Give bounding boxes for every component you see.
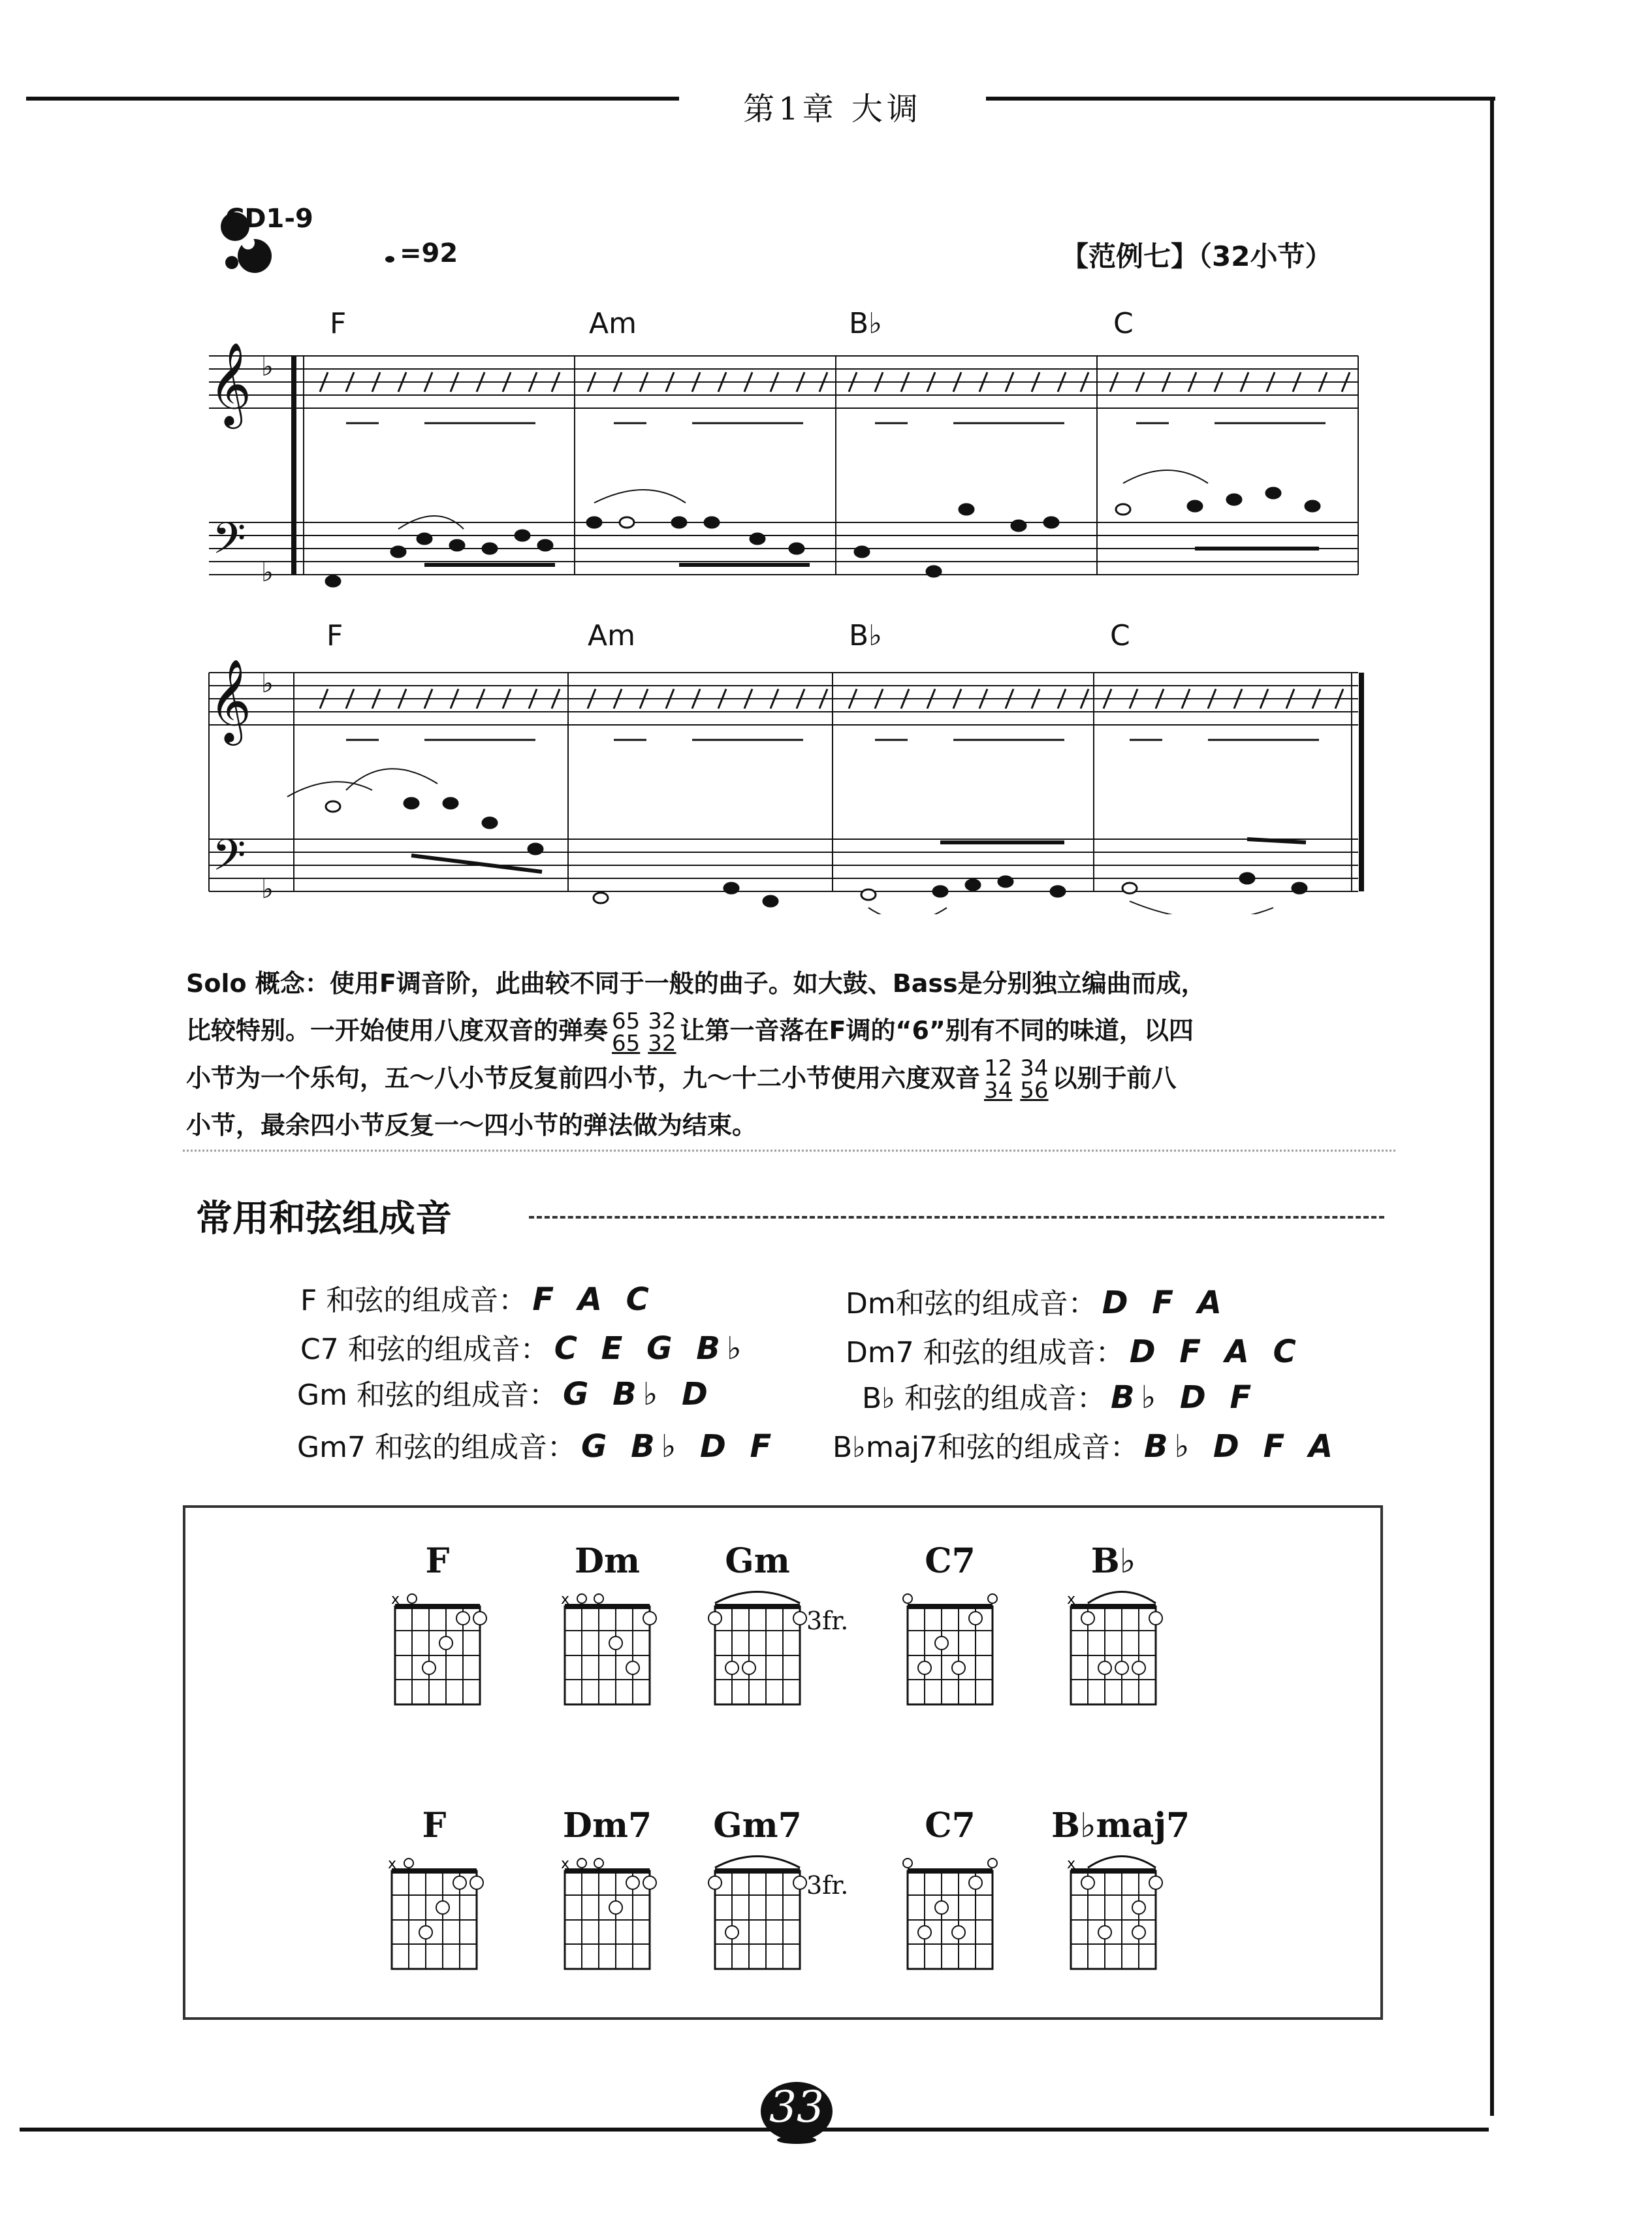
fret-label: 3fr.	[806, 1871, 849, 1900]
chord-diagram: Dm x	[552, 1548, 663, 1704]
solo-concept-text	[186, 960, 1401, 1149]
svg-text:x: x	[388, 1856, 397, 1872]
solo-line: 小节，最余四小节反复一～四小节的弹法做为结束。	[186, 1111, 757, 1140]
chapter-title: 第1章 大调	[679, 84, 986, 123]
page-number: 33	[769, 2082, 824, 2132]
chord-diagram: B♭ x	[1058, 1548, 1169, 1704]
chord-diagram: Dm7 x	[552, 1812, 663, 1969]
chord-diagram: C7	[895, 1548, 1006, 1704]
chord-diagram: F x	[382, 1548, 493, 1704]
solo-line: 比较特别。一开始使用八度双音的弹奏	[186, 1016, 609, 1045]
svg-text:♭: ♭	[261, 669, 274, 699]
chord-name: B♭	[849, 619, 882, 652]
footer-rule	[20, 2128, 1489, 2132]
svg-text:x: x	[561, 1591, 570, 1608]
solo-label: Solo 概念：	[186, 969, 330, 998]
chord-name: F	[326, 619, 343, 652]
quarter-note-icon	[385, 256, 394, 263]
chord-name: Am	[589, 307, 637, 340]
svg-text:♭: ♭	[261, 874, 274, 904]
cd-label: CD1-9	[225, 204, 313, 234]
chord-diagram: Gm7	[702, 1812, 813, 1969]
chord-name: C	[1110, 619, 1130, 652]
interval-fraction: 34 56	[1020, 1055, 1049, 1104]
fret-label: 3fr.	[806, 1606, 849, 1635]
chord-name: F	[330, 307, 347, 340]
chord-components: Dm和弦的组成音： D F A	[846, 1285, 1228, 1321]
svg-text:♭: ♭	[261, 352, 274, 382]
interval-fraction: 12 34	[984, 1055, 1013, 1104]
divider	[183, 1148, 1397, 1153]
page-border	[1490, 98, 1494, 2116]
interval-fraction: 65 65	[612, 1008, 641, 1057]
chord-name: B♭	[849, 307, 882, 340]
svg-text:♭: ♭	[261, 558, 274, 588]
svg-text:x: x	[561, 1856, 570, 1872]
chord-components: Dm7 和弦的组成音： D F A C	[846, 1334, 1303, 1370]
svg-text:𝄞: 𝄞	[209, 658, 252, 742]
interval-fraction: 32 32	[648, 1008, 676, 1057]
example-title: 【范例七】（32小节）	[1061, 240, 1333, 272]
section-title: 常用和弦组成音	[196, 1198, 452, 1240]
svg-text:𝄢: 𝄢	[212, 830, 246, 891]
chord-diagram: C7	[895, 1812, 1006, 1969]
chord-components: Gm7 和弦的组成音： G B♭ D F	[297, 1428, 778, 1465]
solo-line: 让第一音落在F调的“6”别有不同的味道，以四	[680, 1016, 1194, 1045]
treble-staff	[209, 356, 1358, 408]
chord-components: B♭maj7和弦的组成音： B♭ D F A	[833, 1428, 1340, 1465]
svg-text:𝄢: 𝄢	[212, 513, 246, 574]
svg-text:𝄞: 𝄞	[209, 342, 252, 425]
section-rule	[529, 1216, 1384, 1219]
solo-line: 以别于前八	[1052, 1063, 1177, 1093]
chord-name: Am	[588, 619, 635, 652]
tempo-marking: =92	[400, 238, 458, 268]
chord-diagram: B♭maj7 x	[1058, 1812, 1169, 1969]
chord-components: F 和弦的组成音： F A C	[300, 1281, 656, 1318]
svg-text:x: x	[1067, 1591, 1076, 1608]
music-score	[189, 327, 1378, 914]
chord-name: C	[1113, 307, 1134, 340]
solo-line: 小节为一个乐句，五～八小节反复前四小节，九～十二小节使用六度双音	[186, 1063, 981, 1093]
chord-diagram: Gm	[702, 1548, 813, 1704]
svg-text:x: x	[391, 1591, 400, 1608]
chord-diagram: F x	[379, 1812, 490, 1969]
chord-components: C7 和弦的组成音： C E G B♭	[300, 1330, 748, 1367]
chord-components: Gm 和弦的组成音： G B♭ D	[297, 1376, 714, 1413]
svg-text:x: x	[1067, 1856, 1076, 1872]
solo-line: 使用F调音阶，此曲较不同于一般的曲子。如大鼓、Bass是分别独立编曲而成，	[329, 969, 1206, 998]
chord-components: B♭ 和弦的组成音： B♭ D F	[862, 1379, 1258, 1416]
